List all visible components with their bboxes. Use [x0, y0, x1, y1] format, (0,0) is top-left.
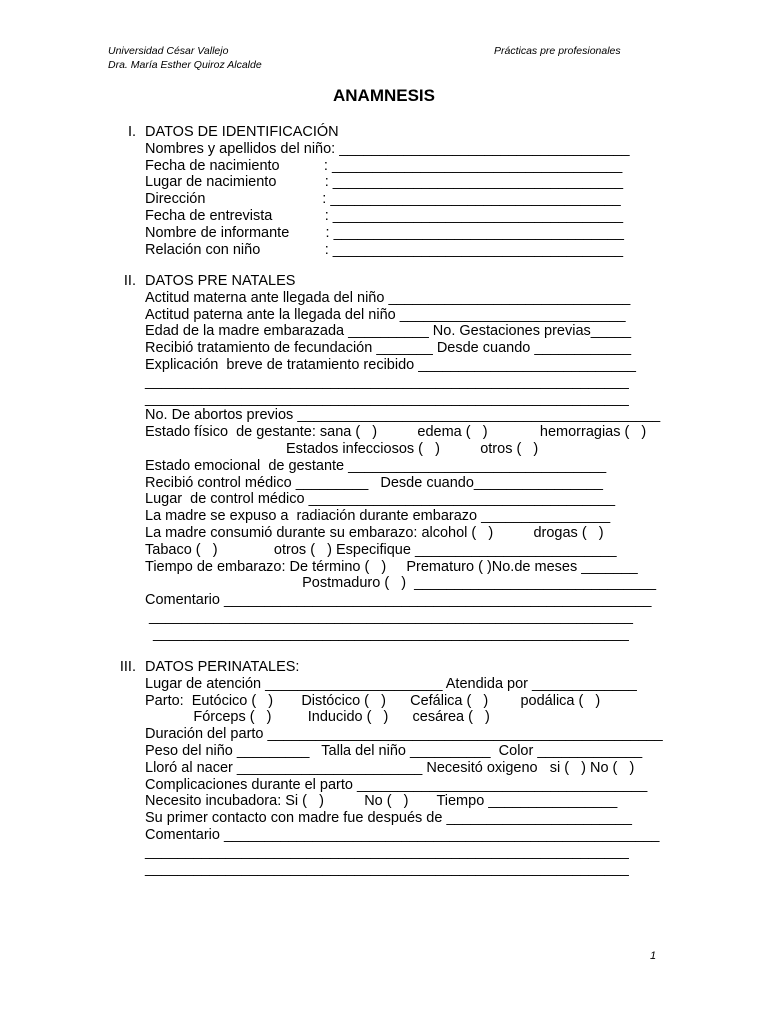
form-line: Explicación breve de tratamiento recibido ___________________________ — [145, 357, 636, 373]
form-line: Estado físico de gestante: sana ( ) edema ( ) hemorragias ( ) — [145, 424, 647, 441]
form-line: La madre se expuso a radiación durante embarazo ________________ — [145, 508, 611, 525]
section-heading: DATOS PERINATALES: — [145, 659, 300, 675]
form-line: Lloró al nacer _______________________ Necesitó oxigeno si ( ) No ( ) — [145, 759, 635, 776]
section-heading: DATOS PRE NATALES — [145, 273, 296, 289]
form-line: ____________________________________________________________ — [145, 843, 629, 860]
form-line: Recibió control médico _________ Desde cuando________________ — [145, 474, 603, 491]
form-line: ____________________________________________________________ — [145, 373, 629, 390]
form-line: Postmaduro ( ) ______________________________ — [145, 575, 657, 592]
form-line: Lugar de atención ______________________ Atendida por _____________ — [145, 675, 637, 692]
form-line: Peso del niño _________ Talla del niño __________ Color _____________ — [145, 743, 643, 759]
form-line: ____________________________________________________________ — [145, 390, 629, 407]
form-line: Fecha de nacimiento : ____________________________________ — [145, 157, 623, 174]
form-line: Comentario ______________________________________________________ — [145, 827, 660, 843]
form-line: La madre consumió durante su embarazo: alcohol ( ) drogas ( ) — [145, 525, 604, 541]
form-line: Su primer contacto con madre fue después de _______________________ — [145, 810, 632, 827]
section-number: I. — [127, 124, 136, 140]
form-line: Estado emocional de gestante ________________________________ — [145, 457, 607, 474]
form-line: Parto: Eutócico ( ) Distócico ( ) Cefálica ( ) podálica ( ) — [145, 692, 601, 709]
form-line: Lugar de nacimiento : ____________________________________ — [145, 174, 624, 191]
form-line: Lugar de control médico ______________________________________ — [145, 491, 616, 508]
section-heading: DATOS DE IDENTIFICACIÓN — [145, 124, 339, 140]
form-line: Complicaciones durante el parto ____________________________________ — [145, 776, 648, 793]
form-line: Actitud materna ante llegada del niño ______________________________ — [145, 289, 631, 306]
form-line: Edad de la madre embarazada __________ No. Gestaciones previas_____ — [145, 323, 632, 340]
header-course: Prácticas pre profesionales — [494, 45, 621, 57]
form-line: Relación con niño : ____________________________________ — [145, 241, 624, 258]
form-line: Duración del parto _________________________________________________ — [145, 726, 663, 743]
form-line: Nombre de informante : ____________________________________ — [145, 224, 624, 241]
page-number: 1 — [650, 950, 657, 962]
header-author: Dra. María Esther Quiroz Alcalde — [108, 59, 262, 71]
form-line: ____________________________________________________________ — [145, 860, 629, 877]
form-line: No. De abortos previos _____________________________________________ — [145, 407, 661, 424]
form-line: ___________________________________________________________ — [145, 625, 629, 642]
form-line: Fecha de entrevista : ____________________________________ — [145, 208, 624, 224]
section-number: III. — [119, 659, 136, 675]
form-line: Recibió tratamiento de fecundación _______ Desde cuando ____________ — [145, 340, 632, 357]
header-university: Universidad César Vallejo — [108, 45, 229, 57]
form-line: Fórceps ( ) Inducido ( ) cesárea ( ) — [145, 709, 490, 726]
section-number: II. — [123, 273, 136, 289]
form-line: Necesito incubadora: Si ( ) No ( ) Tiempo ________________ — [145, 793, 618, 810]
form-line: Tiempo de embarazo: De término ( ) Prematuro ( )No.de meses _______ — [145, 558, 638, 575]
form-line: Estados infecciosos ( ) otros ( ) — [145, 441, 539, 457]
form-line: ____________________________________________________________ — [145, 609, 633, 625]
form-line: Comentario _____________________________________________________ — [145, 592, 652, 609]
form-line: Tabaco ( ) otros ( ) Especifique _________________________ — [145, 541, 617, 558]
form-line: Dirección : ____________________________________ — [145, 191, 621, 208]
page-title: ANAMNESIS — [332, 86, 435, 105]
form-line: Nombres y apellidos del niño: ____________________________________ — [145, 140, 630, 157]
form-line: Actitud paterna ante la llegada del niño ____________________________ — [145, 306, 626, 323]
